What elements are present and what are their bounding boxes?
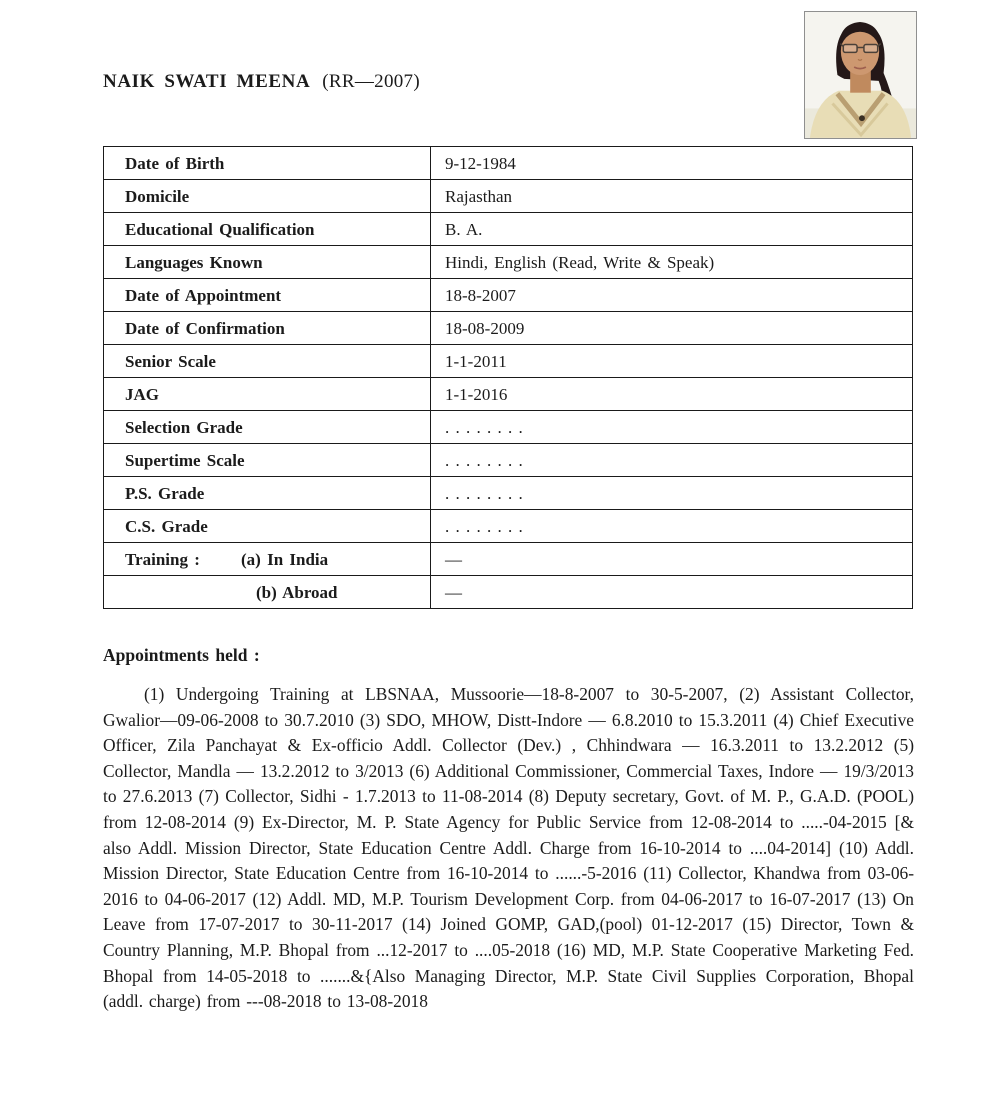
training-sub-label-b: (b) Abroad [256, 582, 338, 602]
row-educational-qualification [104, 213, 913, 246]
training-sub-label-a: (a) In India [241, 549, 329, 569]
field-label: Date of Confirmation [104, 312, 431, 345]
field-label [104, 543, 431, 576]
field-label: P.S. Grade [104, 477, 431, 510]
officer-portrait-illustration [805, 12, 916, 138]
field-label: Supertime Scale [104, 444, 431, 477]
field-label [104, 576, 431, 609]
row-date-of-appointment [104, 279, 913, 312]
field-value: 18-8-2007 [431, 279, 913, 312]
page-title [103, 71, 420, 93]
row-jag [104, 378, 913, 411]
row-training-in-india [104, 543, 913, 576]
row-supertime-scale [104, 444, 913, 477]
row-cs-grade [104, 510, 913, 543]
row-selection-grade [104, 411, 913, 444]
row-ps-grade [104, 477, 913, 510]
field-value: B. A. [431, 213, 913, 246]
officer-photo [804, 11, 917, 139]
field-label: Date of Birth [104, 147, 431, 180]
field-value: 9-12-1984 [431, 147, 913, 180]
field-value: Rajasthan [431, 180, 913, 213]
row-senior-scale [104, 345, 913, 378]
field-label: Languages Known [104, 246, 431, 279]
row-training-abroad [104, 576, 913, 609]
field-label: JAG [104, 378, 431, 411]
field-value: . . . . . . . . [431, 477, 913, 510]
field-value: . . . . . . . . [431, 411, 913, 444]
officer-name: NAIK SWATI MEENA [103, 71, 311, 92]
field-label: Selection Grade [104, 411, 431, 444]
officer-batch-year: (RR—2007) [322, 71, 420, 92]
field-label: Date of Appointment [104, 279, 431, 312]
field-value: . . . . . . . . [431, 510, 913, 543]
field-label: Domicile [104, 180, 431, 213]
appointments-text: (1) Undergoing Training at LBSNAA, Mussoorie—18-8-2007 to 30-5-2007, (2) Assistant Collector, Gwalior—09-06-2008 to 30.7.2010 (3) SDO, MHOW, Distt-Indore — 6.8.2010 to 15.3.2011 (4) Chief Executive Officer, Zila Panchayat & Ex-officio Addl. Collector (Dev.) , Chhindwara — 16.3.2011 to 13.2.2012 (5) Collector, Mandla — 13.2.2012 to 3/2013 (6) Additional Commissioner, Commercial Taxes, Indore — 19/3/2013 to 27.6.2013 (7) Collector, Sidhi - 1.7.2013 to 11-08-2014 (8) Deputy secretary, Govt. of M. P., G.A.D. (POOL) from 12-08-2014 (9) Ex-Director, M. P. State Agency for Public Service from 12-08-2014 to .....-04-2015 [& also Addl. Mission Director, State Education Centre Addl. Charge from 16-10-2014 to ....04-2014] (10) Addl. Mission Director, State Education Centre from 16-10-2014 to ......-5-2016 (11) Collector, Khandwa from 03-06-2016 to 04-06-2017 (12) Addl. MD, M.P. Tourism Development Corp. from 04-06-2017 to 16-07-2017 (13) On Leave from 17-07-2017 to 30-11-2017 (14) Joined GOMP, GAD,(pool) 01-12-2017 (15) Director, Town & Country Planning, M.P. Bhopal from ...12-2017 to ....05-2018 (16) MD, M.P. State Cooperative Marketing Fed. Bhopal from 14-05-2018 to .......&{Also Managing Director, M.P. State Civil Supplies Corporation, Bhopal (addl. charge) from ---08-2018 to 13-08-2018 [103, 684, 914, 1012]
field-label: C.S. Grade [104, 510, 431, 543]
field-value: Hindi, English (Read, Write & Speak) [431, 246, 913, 279]
bio-data-table [103, 146, 913, 609]
field-value: 1-1-2016 [431, 378, 913, 411]
row-date-of-confirmation [104, 312, 913, 345]
field-value: 18-08-2009 [431, 312, 913, 345]
field-value: 1-1-2011 [431, 345, 913, 378]
row-date-of-birth [104, 147, 913, 180]
field-value: — [431, 576, 913, 609]
appointments-heading: Appointments held : [103, 645, 260, 665]
field-label: Educational Qualification [104, 213, 431, 246]
row-domicile [104, 180, 913, 213]
row-languages-known [104, 246, 913, 279]
field-label: Senior Scale [104, 345, 431, 378]
field-value: . . . . . . . . [431, 444, 913, 477]
field-value: — [431, 543, 913, 576]
training-label: Training : [125, 549, 200, 569]
